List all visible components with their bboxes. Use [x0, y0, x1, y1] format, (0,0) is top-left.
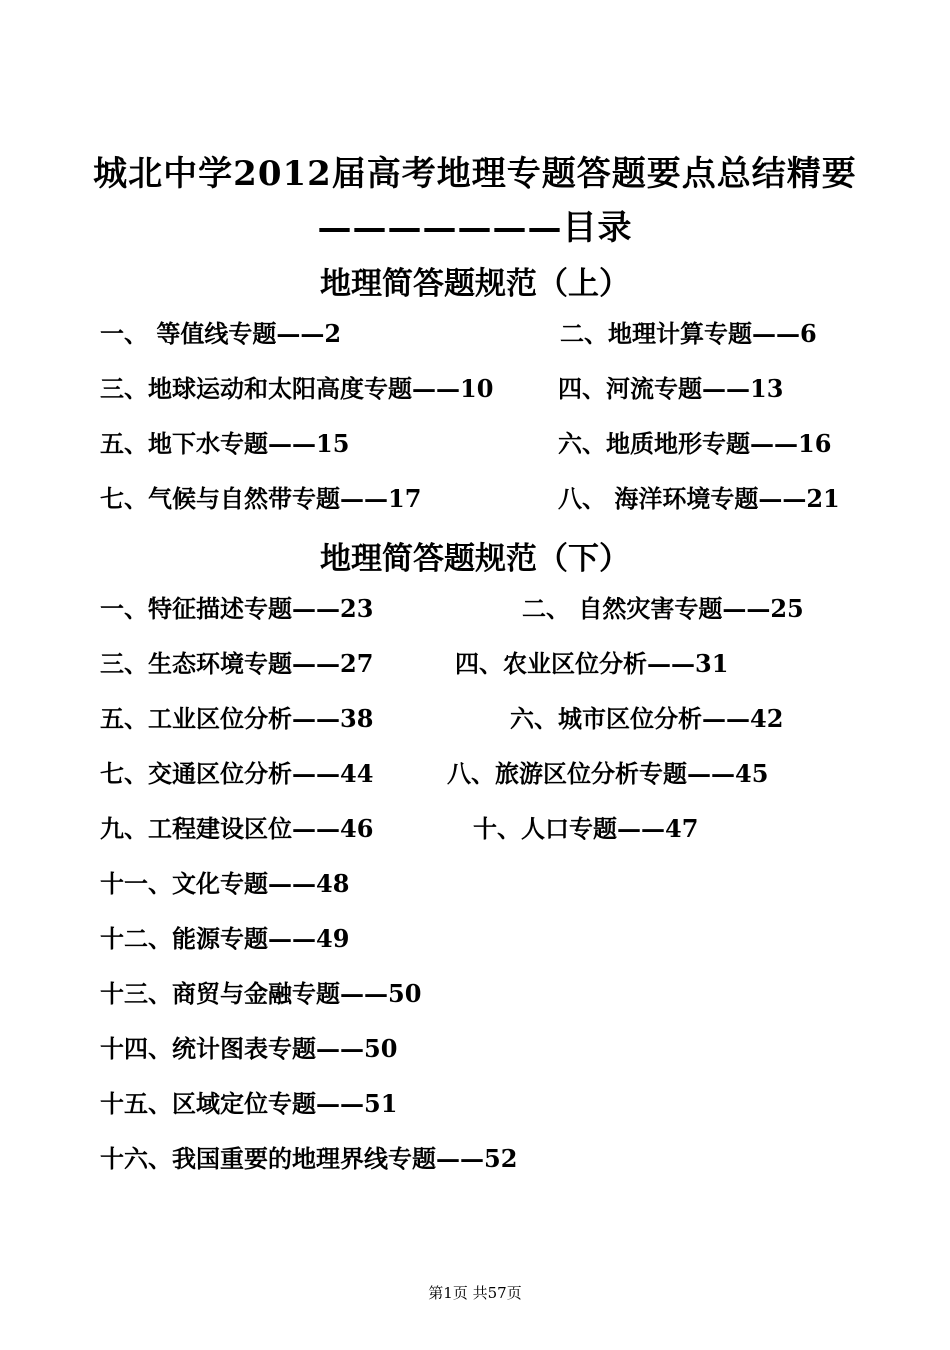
section-heading-part2: 地理简答题规范（下）	[320, 541, 630, 577]
section-heading-part1: 地理简答题规范（上）	[320, 266, 630, 302]
toc-entry: 十五、区域定位专题——51	[100, 1089, 398, 1118]
toc-entry: 六、城市区位分析——42	[510, 704, 784, 733]
toc-entry: 十三、商贸与金融专题——50	[100, 979, 422, 1008]
toc-entry: 二、 自然灾害专题——25	[522, 594, 804, 623]
toc-entry: 十一、文化专题——48	[100, 869, 350, 898]
document-title: 城北中学2012届高考地理专题答题要点总结精要	[93, 154, 857, 194]
toc-entry: 九、工程建设区位——46	[100, 814, 374, 843]
toc-entry: 七、交通区位分析——44	[100, 759, 374, 788]
toc-entry: 三、地球运动和太阳高度专题——10	[100, 374, 494, 403]
document-subtitle: ———————目录	[317, 208, 633, 248]
toc-entry: 十二、能源专题——49	[100, 924, 350, 953]
toc-entry: 四、农业区位分析——31	[455, 649, 729, 678]
toc-entry: 八、 海洋环境专题——21	[558, 484, 840, 513]
toc-entry: 八、旅游区位分析专题——45	[447, 759, 769, 788]
toc-entry: 四、河流专题——13	[558, 374, 784, 403]
toc-entry: 五、地下水专题——15	[100, 429, 350, 458]
page-number-footer: 第1页 共57页	[428, 1284, 522, 1302]
toc-entry: 十四、统计图表专题——50	[100, 1034, 398, 1063]
toc-entry: 一、特征描述专题——23	[100, 594, 374, 623]
toc-entry: 十六、我国重要的地理界线专题——52	[100, 1144, 518, 1173]
toc-entry: 七、气候与自然带专题——17	[100, 484, 422, 513]
toc-entry: 十、人口专题——47	[473, 814, 699, 843]
toc-entry: 二、地理计算专题——6	[560, 319, 817, 348]
toc-entry: 一、 等值线专题——2	[100, 319, 342, 348]
toc-entry: 六、地质地形专题——16	[558, 429, 832, 458]
toc-entry: 三、生态环境专题——27	[100, 649, 374, 678]
toc-entry: 五、工业区位分析——38	[100, 704, 374, 733]
